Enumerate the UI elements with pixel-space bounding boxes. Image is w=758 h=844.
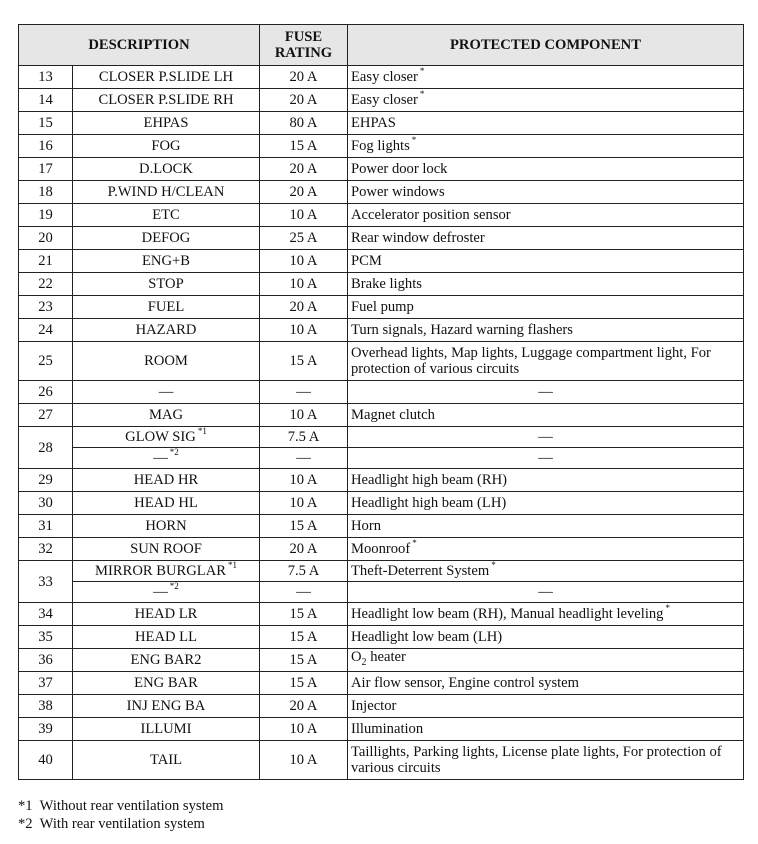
table-row bbox=[19, 582, 744, 603]
protected-component: Horn bbox=[348, 515, 744, 538]
fuse-description: CLOSER P.SLIDE RH bbox=[73, 89, 260, 112]
table-row bbox=[19, 158, 744, 181]
table-row bbox=[19, 603, 744, 626]
table-row bbox=[19, 718, 744, 741]
table-row bbox=[19, 135, 744, 158]
fuse-number: 32 bbox=[19, 538, 73, 561]
fuse-description: ENG BAR2 bbox=[73, 649, 260, 672]
fuse-rating: 20 A bbox=[260, 66, 348, 89]
protected-component: $O_2$ heater bbox=[348, 649, 744, 672]
protected-component: Theft-Deterrent System * bbox=[348, 561, 744, 582]
table-row bbox=[19, 204, 744, 227]
fuse-description: D.LOCK bbox=[73, 158, 260, 181]
protected-component: PCM bbox=[348, 250, 744, 273]
table-row bbox=[19, 404, 744, 427]
fuse-rating: — bbox=[260, 381, 348, 404]
fuse-description: MIRROR BURGLAR $^{*1}$ bbox=[73, 561, 260, 582]
fuse-number: 25 bbox=[19, 342, 73, 381]
table-row bbox=[19, 492, 744, 515]
fuse-number: 18 bbox=[19, 181, 73, 204]
table-row bbox=[19, 227, 744, 250]
fuse-rating: 7.5 A bbox=[260, 427, 348, 448]
table-row bbox=[19, 448, 744, 469]
footnote-mark: * bbox=[491, 560, 496, 571]
fuse-number: 26 bbox=[19, 381, 73, 404]
fuse-number: 30 bbox=[19, 492, 73, 515]
fuse-description: ILLUMI bbox=[73, 718, 260, 741]
fuse-number: 31 bbox=[19, 515, 73, 538]
fuse-rating: 7.5 A bbox=[260, 561, 348, 582]
fuse-rating: 15 A bbox=[260, 603, 348, 626]
footnote-mark: * bbox=[411, 135, 417, 146]
fuse-rating: 10 A bbox=[260, 718, 348, 741]
protected-component: Magnet clutch bbox=[348, 404, 744, 427]
fuse-rating: 20 A bbox=[260, 158, 348, 181]
fuse-rating: 10 A bbox=[260, 404, 348, 427]
table-header-row bbox=[19, 25, 744, 66]
protected-component: Rear window defroster bbox=[348, 227, 744, 250]
protected-component: — bbox=[348, 448, 744, 469]
fuse-rating: — bbox=[260, 448, 348, 469]
fuse-rating: 15 A bbox=[260, 135, 348, 158]
table-row bbox=[19, 741, 744, 780]
table-row bbox=[19, 695, 744, 718]
fuse-number: 36 bbox=[19, 649, 73, 672]
fuse-description: ENG BAR bbox=[73, 672, 260, 695]
footnote-mark: * bbox=[412, 538, 417, 549]
table-row bbox=[19, 561, 744, 582]
fuse-rating: 10 A bbox=[260, 204, 348, 227]
fuse-description: DEFOG bbox=[73, 227, 260, 250]
table-row bbox=[19, 181, 744, 204]
fuse-description: FUEL bbox=[73, 296, 260, 319]
footnote-mark: *2 bbox=[169, 447, 179, 458]
fuse-number: 28 bbox=[19, 427, 73, 469]
table-row bbox=[19, 342, 744, 381]
fuse-number: 19 bbox=[19, 204, 73, 227]
table-row bbox=[19, 250, 744, 273]
table-row bbox=[19, 649, 744, 672]
protected-component: Easy closer * bbox=[348, 89, 744, 112]
fuse-number: 38 bbox=[19, 695, 73, 718]
fuse-description: HEAD LL bbox=[73, 626, 260, 649]
fuse-number: 24 bbox=[19, 319, 73, 342]
fuse-rating: 10 A bbox=[260, 469, 348, 492]
fuse-rating: 15 A bbox=[260, 626, 348, 649]
fuse-number: 17 bbox=[19, 158, 73, 181]
fuse-number: 16 bbox=[19, 135, 73, 158]
fuse-number: 35 bbox=[19, 626, 73, 649]
fuse-number: 22 bbox=[19, 273, 73, 296]
table-row bbox=[19, 515, 744, 538]
protected-component: Power windows bbox=[348, 181, 744, 204]
protected-component: Moonroof * bbox=[348, 538, 744, 561]
table-row bbox=[19, 319, 744, 342]
fuse-description: INJ ENG BA bbox=[73, 695, 260, 718]
fuse-number: 21 bbox=[19, 250, 73, 273]
protected-component: Headlight low beam (LH) bbox=[348, 626, 744, 649]
fuse-rating: 10 A bbox=[260, 492, 348, 515]
fuse-number: 20 bbox=[19, 227, 73, 250]
protected-component: EHPAS bbox=[348, 112, 744, 135]
fuse-number: 37 bbox=[19, 672, 73, 695]
fuse-rating: — bbox=[260, 582, 348, 603]
fuse-rating: 10 A bbox=[260, 741, 348, 780]
fuse-description: — $^{*2}$ bbox=[73, 582, 260, 603]
fuse-number: 34 bbox=[19, 603, 73, 626]
fuse-table bbox=[18, 24, 744, 780]
fuse-description: STOP bbox=[73, 273, 260, 296]
fuse-description: ROOM bbox=[73, 342, 260, 381]
footnote-mark: * bbox=[419, 89, 425, 100]
fuse-rating: 15 A bbox=[260, 649, 348, 672]
fuse-number: 40 bbox=[19, 741, 73, 780]
fuse-rating: 20 A bbox=[260, 695, 348, 718]
footnote-mark: * bbox=[419, 66, 425, 77]
fuse-description: CLOSER P.SLIDE LH bbox=[73, 66, 260, 89]
protected-component: Accelerator position sensor bbox=[348, 204, 744, 227]
fuse-description: FOG bbox=[73, 135, 260, 158]
protected-component: Easy closer * bbox=[348, 66, 744, 89]
protected-component: Fuel pump bbox=[348, 296, 744, 319]
fuse-rating: 20 A bbox=[260, 89, 348, 112]
fuse-number: 23 bbox=[19, 296, 73, 319]
fuse-number: 29 bbox=[19, 469, 73, 492]
fuse-description: HEAD HL bbox=[73, 492, 260, 515]
table-row bbox=[19, 112, 744, 135]
fuse-rating: 15 A bbox=[260, 515, 348, 538]
footnote-mark: *2 bbox=[169, 581, 179, 592]
protected-component: Injector bbox=[348, 695, 744, 718]
protected-component: Overhead lights, Map lights, Luggage compartment light, For protection of various circuits bbox=[348, 342, 744, 381]
table-row bbox=[19, 427, 744, 448]
footnotes bbox=[18, 797, 223, 833]
fuse-rating: 20 A bbox=[260, 296, 348, 319]
fuse-description: SUN ROOF bbox=[73, 538, 260, 561]
fuse-description: HAZARD bbox=[73, 319, 260, 342]
table-row bbox=[19, 89, 744, 112]
table-row bbox=[19, 538, 744, 561]
fuse-description: EHPAS bbox=[73, 112, 260, 135]
fuse-description: — $^{*2}$ bbox=[73, 448, 260, 469]
footnote-mark: *1 bbox=[227, 560, 237, 571]
protected-component: — bbox=[348, 427, 744, 448]
fuse-rating: 10 A bbox=[260, 319, 348, 342]
fuse-description: TAIL bbox=[73, 741, 260, 780]
table-row bbox=[19, 626, 744, 649]
fuse-rating: 20 A bbox=[260, 538, 348, 561]
protected-component: Air flow sensor, Engine control system bbox=[348, 672, 744, 695]
fuse-rating: 80 A bbox=[260, 112, 348, 135]
fuse-description: HEAD HR bbox=[73, 469, 260, 492]
fuse-description: GLOW SIG $^{*1}$ bbox=[73, 427, 260, 448]
fuse-rating: 25 A bbox=[260, 227, 348, 250]
fuse-description: P.WIND H/CLEAN bbox=[73, 181, 260, 204]
fuse-rating: 15 A bbox=[260, 672, 348, 695]
fuse-rating: 10 A bbox=[260, 273, 348, 296]
fuse-number: 33 bbox=[19, 561, 73, 603]
protected-component: Illumination bbox=[348, 718, 744, 741]
fuse-description: MAG bbox=[73, 404, 260, 427]
table-row bbox=[19, 381, 744, 404]
protected-component: Fog lights * bbox=[348, 135, 744, 158]
fuse-rating: 15 A bbox=[260, 342, 348, 381]
fuse-rating: 20 A bbox=[260, 181, 348, 204]
protected-component: Headlight high beam (LH) bbox=[348, 492, 744, 515]
header-description: DESCRIPTION bbox=[19, 25, 260, 66]
fuse-number: 39 bbox=[19, 718, 73, 741]
fuse-number: 13 bbox=[19, 66, 73, 89]
footnote-2: *2 With rear ventilation system bbox=[18, 816, 205, 832]
table-row bbox=[19, 273, 744, 296]
fuse-description: ETC bbox=[73, 204, 260, 227]
fuse-rating: 10 A bbox=[260, 250, 348, 273]
fuse-number: 15 bbox=[19, 112, 73, 135]
protected-component: — bbox=[348, 582, 744, 603]
table-row bbox=[19, 672, 744, 695]
header-fuse-rating: FUSE RATING bbox=[260, 25, 348, 66]
fuse-number: 27 bbox=[19, 404, 73, 427]
table-row bbox=[19, 66, 744, 89]
protected-component: Headlight low beam (RH), Manual headlight leveling * bbox=[348, 603, 744, 626]
protected-component: Taillights, Parking lights, License plate lights, For protection of various circuits bbox=[348, 741, 744, 780]
header-protected-component: PROTECTED COMPONENT bbox=[348, 25, 744, 66]
footnote-mark: *1 bbox=[197, 426, 207, 437]
protected-component: Brake lights bbox=[348, 273, 744, 296]
protected-component: Power door lock bbox=[348, 158, 744, 181]
fuse-description: HORN bbox=[73, 515, 260, 538]
fuse-description: HEAD LR bbox=[73, 603, 260, 626]
protected-component: Headlight high beam (RH) bbox=[348, 469, 744, 492]
fuse-description: ENG+B bbox=[73, 250, 260, 273]
protected-component: Turn signals, Hazard warning flashers bbox=[348, 319, 744, 342]
footnote-mark: * bbox=[665, 603, 670, 614]
fuse-description: — bbox=[73, 381, 260, 404]
table-row bbox=[19, 296, 744, 319]
footnote-1: *1 Without rear ventilation system bbox=[18, 798, 224, 814]
protected-component: — bbox=[348, 381, 744, 404]
table-row bbox=[19, 469, 744, 492]
fuse-number: 14 bbox=[19, 89, 73, 112]
